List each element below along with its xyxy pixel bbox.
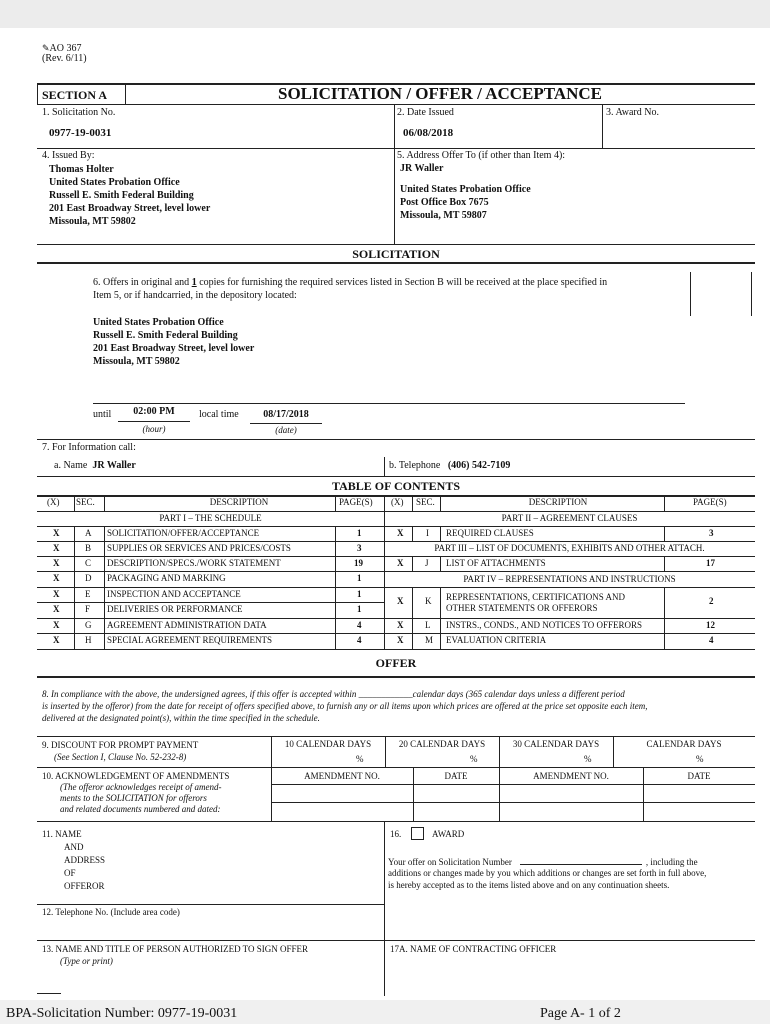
location-line: United States Probation Office — [93, 317, 224, 328]
rule — [664, 556, 665, 571]
toc-part3: PART III – LIST OF DOCUMENTS, EXHIBITS AND OTHER ATTACH. — [434, 543, 705, 553]
rule — [74, 495, 75, 511]
receipt-date: 08/17/2018 — [263, 409, 309, 420]
rule — [384, 495, 385, 649]
discount-col: 10 CALENDAR DAYS — [284, 739, 372, 749]
rule — [499, 736, 500, 767]
percent-sign: % — [470, 754, 478, 764]
rule — [664, 587, 665, 649]
form-title: SOLICITATION / OFFER / ACCEPTANCE — [278, 84, 602, 103]
discount-col: 20 CALENDAR DAYS — [398, 739, 486, 749]
address-offer-label: 5. Address Offer To (if other than Item 4): — [397, 150, 566, 161]
address-offer-line: Post Office Box 7675 — [400, 197, 489, 208]
rule — [643, 767, 644, 821]
toc-row: X L INSTRS., CONDS., AND NOTICES TO OFFERORS 12 — [397, 620, 715, 630]
info-name: JR Waller — [92, 460, 136, 471]
percent-sign: % — [584, 754, 592, 764]
item16-num: 16. — [390, 829, 402, 839]
rule — [37, 244, 755, 245]
solicitation-no-label: 1. Solicitation No. — [42, 107, 116, 118]
rule — [335, 526, 336, 649]
amend-col: DATE — [444, 771, 468, 781]
rule — [37, 148, 755, 149]
form-revision: (Rev. 6/11) — [42, 53, 87, 64]
date-issued-label: 2. Date Issued — [397, 107, 454, 118]
toc-row: X D PACKAGING AND MARKING 1 — [53, 573, 362, 583]
rule — [440, 587, 441, 649]
section-a-label: SECTION A — [42, 88, 108, 102]
rule — [118, 421, 190, 422]
signer-label: 13. NAME AND TITLE OF PERSON AUTHORIZED TO SIGN OFFER — [42, 944, 309, 954]
solicitation-number-blank[interactable] — [520, 855, 642, 865]
location-line: 201 East Broadway Street, level lower — [93, 343, 255, 354]
toc-row: X B SUPPLIES OR SERVICES AND PRICES/COSTS 3 — [53, 543, 362, 553]
rule — [37, 633, 755, 634]
toc-part2: PART II – AGREEMENT CLAUSES — [501, 513, 638, 523]
rule — [37, 618, 755, 619]
rule — [37, 993, 61, 994]
rule — [37, 676, 755, 678]
local-time-label: local time — [199, 409, 239, 420]
rule — [271, 802, 755, 803]
rule — [37, 821, 755, 822]
rule — [613, 736, 614, 767]
toc-k-desc: REPRESENTATIONS, CERTIFICATIONS AND OTHER STATEMENTS OR OFFERORS — [446, 592, 626, 613]
toc-heading: TABLE OF CONTENTS — [331, 479, 461, 493]
issued-by-line: United States Probation Office — [49, 177, 180, 188]
solicitation-no: 0977-19-0031 — [49, 127, 112, 139]
info-phone: (406) 542-7109 — [447, 460, 511, 471]
award-checkbox[interactable] — [411, 827, 424, 840]
rule — [104, 495, 105, 511]
issued-by-line: Thomas Holter — [49, 164, 114, 175]
issued-by-line: Missoula, MT 59802 — [49, 216, 136, 227]
until-label: until — [93, 409, 112, 420]
rule — [93, 403, 685, 404]
toc-row: X H SPECIAL AGREEMENT REQUIREMENTS 4 — [53, 635, 362, 645]
item6-line1: 6. Offers in original and 1 copies for furnishing the required services listed in Section B will be received at the place specified in — [93, 277, 608, 288]
issued-by-label: 4. Issued By: — [42, 150, 95, 161]
rule — [37, 587, 755, 588]
rule — [499, 767, 500, 821]
rule — [385, 736, 386, 767]
rule — [602, 104, 603, 148]
rule — [37, 104, 755, 105]
info-call-label: 7. For Information call: — [42, 442, 136, 453]
rule — [37, 767, 755, 768]
solicitation-heading: SOLICITATION — [352, 247, 440, 261]
discount-label: 9. DISCOUNT FOR PROMPT PAYMENT — [42, 740, 199, 750]
rule — [37, 649, 755, 650]
rule — [37, 262, 755, 264]
rule — [412, 495, 413, 511]
award-no-label: 3. Award No. — [606, 107, 659, 118]
rule — [37, 83, 38, 105]
amendments-sub: (The offeror acknowledges receipt of amend- ments to the SOLICITATION for offerors and related documents numbered and dated: — [60, 782, 222, 814]
rule — [384, 457, 385, 476]
rule — [37, 556, 755, 557]
percent-sign: % — [356, 754, 364, 764]
offer-heading: OFFER — [375, 656, 417, 670]
issued-by-line: 201 East Broadway Street, level lower — [49, 203, 211, 214]
rule — [104, 526, 105, 649]
rule — [384, 821, 385, 996]
rule — [394, 104, 395, 244]
rule — [440, 556, 441, 571]
rule — [412, 556, 413, 571]
toc-row: X M EVALUATION CRITERIA 4 — [397, 635, 714, 645]
info-phone-row: b. Telephone (406) 542-7109 — [389, 460, 511, 471]
toc-part4: PART IV – REPRESENTATIONS AND INSTRUCTIONS — [463, 574, 676, 584]
telephone-label: 12. Telephone No. (Include area code) — [42, 907, 180, 917]
discount-col: CALENDAR DAYS — [646, 739, 722, 749]
issued-by-line: Russell E. Smith Federal Building — [49, 190, 194, 201]
item8-line2: is inserted by the offeror) from the date for receipt of offers specified above, to furnish any or all items upon which prices are offered at the price set opposite each item, — [42, 701, 648, 711]
toc-row: X I REQUIRED CLAUSES 3 — [397, 528, 714, 538]
percent-sign: % — [696, 754, 704, 764]
address-offer-block — [400, 183, 531, 222]
rule — [412, 587, 413, 649]
contracting-officer-label: 17A. NAME OF CONTRACTING OFFICER — [390, 944, 557, 954]
rule — [74, 526, 75, 649]
footer-solicitation: BPA-Solicitation Number: 0977-19-0031 — [6, 1006, 238, 1021]
rule — [751, 272, 752, 316]
depository-location — [93, 316, 254, 368]
address-offer-line: United States Probation Office — [400, 184, 531, 195]
receipt-time: 02:00 PM — [133, 406, 175, 417]
issued-by-block — [49, 163, 210, 228]
amendments-label: 10. ACKNOWLEDGEMENT OF AMENDMENTS — [42, 771, 230, 781]
award-line1: Your offer on Solicitation Number , including the — [388, 857, 698, 867]
rule — [664, 495, 665, 511]
item8-line1: 8. In compliance with the above, the undersigned agrees, if this offer is accepted within ____________calendar days (365 calendar days unless a different period — [42, 689, 625, 699]
location-line: Missoula, MT 59802 — [93, 356, 180, 367]
hour-label: (hour) — [142, 424, 166, 434]
toc-row: X C DESCRIPTION/SPECS./WORK STATEMENT 19 — [53, 558, 363, 568]
toc-row: X F DELIVERIES OR PERFORMANCE 1 — [53, 604, 362, 614]
toc-part1: PART I – THE SCHEDULE — [159, 513, 262, 523]
date-label: (date) — [275, 425, 297, 435]
discount-sub: (See Section I, Clause No. 52-232-8) — [54, 752, 187, 762]
rule — [412, 526, 413, 541]
info-name-row: a. Name JR Waller — [54, 460, 136, 471]
rule — [250, 423, 322, 424]
amend-col: DATE — [687, 771, 711, 781]
signer-sub: (Type or print) — [60, 956, 113, 966]
pen-icon: ✎ — [42, 43, 50, 53]
award-line3: is hereby accepted as to the items listed above and on any continuation sheets. — [388, 880, 670, 890]
rule — [37, 541, 755, 542]
item8-line3: delivered at the designated point(s), within the time specified in the schedule. — [42, 713, 320, 723]
rule — [37, 439, 755, 440]
toc-row: X K 2 — [397, 596, 714, 606]
copies-count: 1 — [191, 277, 197, 288]
amend-col: AMENDMENT NO. — [304, 771, 380, 781]
rule — [37, 940, 755, 941]
rule — [440, 495, 441, 511]
rule — [440, 526, 441, 541]
rule — [37, 904, 384, 905]
rule — [37, 736, 755, 737]
address-offer-name: JR Waller — [400, 163, 444, 174]
rule — [37, 602, 384, 603]
date-issued: 06/08/2018 — [403, 127, 454, 139]
toc-row: X E INSPECTION AND ACCEPTANCE 1 — [53, 589, 362, 599]
rule — [664, 526, 665, 541]
rule — [37, 571, 755, 572]
toc-row: X J LIST OF ATTACHMENTS 17 — [397, 558, 715, 568]
discount-col: 30 CALENDAR DAYS — [512, 739, 600, 749]
rule — [37, 476, 755, 477]
toc-row: X G AGREEMENT ADMINISTRATION DATA 4 — [53, 620, 362, 630]
offeror-label: 11. NAME AND ADDRESS OF OFFEROR — [42, 829, 106, 891]
award-line2: additions or changes made by you which additions or changes are set forth in full above, — [388, 868, 707, 878]
rule — [690, 272, 691, 316]
amend-col: AMENDMENT NO. — [533, 771, 609, 781]
rule — [335, 495, 336, 511]
toc-header-row: (X) SEC. DESCRIPTION PAGE(S) (X) SEC. DESCRIPTION PAGE(S) — [47, 497, 727, 507]
item6-line2: Item 5, or if handcarried, in the depository located: — [93, 290, 297, 301]
address-offer-line: Missoula, MT 59807 — [400, 210, 487, 221]
rule — [271, 784, 755, 785]
footer-page: Page A- 1 of 2 — [540, 1006, 621, 1021]
award-label: AWARD — [432, 829, 465, 839]
form-code: ✎AO 367 — [42, 43, 82, 54]
rule — [37, 511, 755, 512]
rule — [413, 767, 414, 821]
toc-row: X A SOLICITATION/OFFER/ACCEPTANCE 1 — [53, 528, 362, 538]
location-line: Russell E. Smith Federal Building — [93, 330, 238, 341]
